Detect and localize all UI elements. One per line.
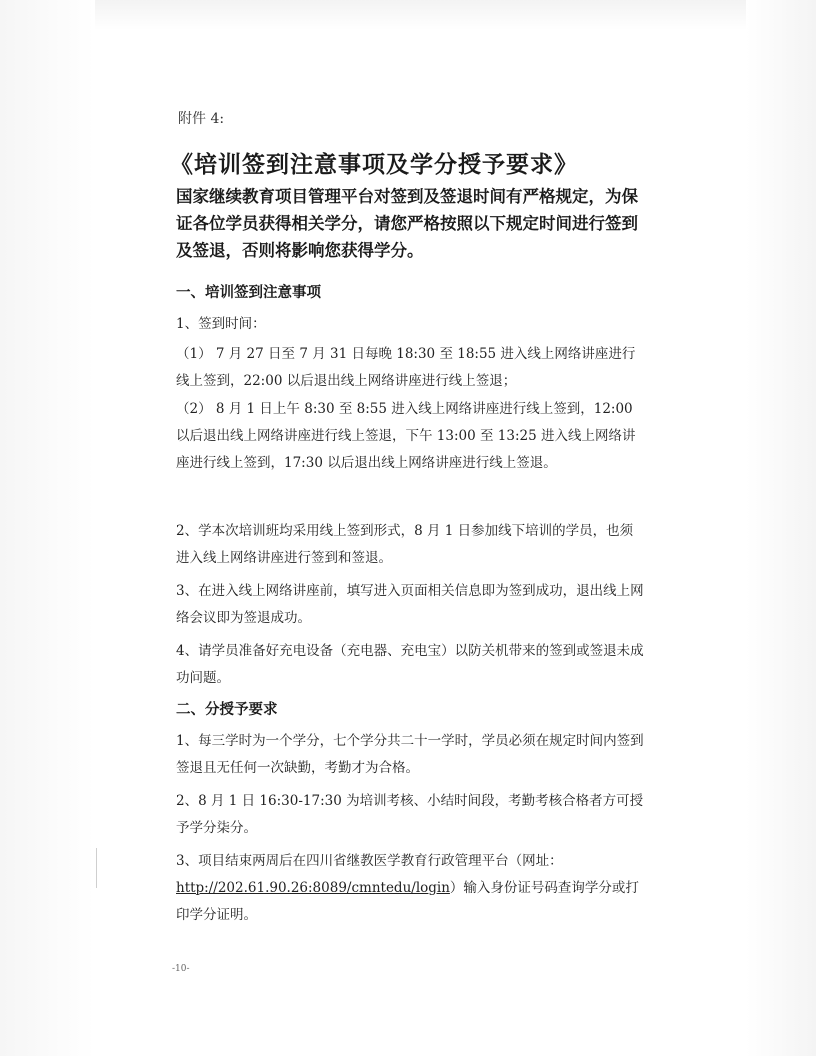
section2-item3 <box>176 848 644 929</box>
section2-item3-prefix: 3、项目结束两周后在四川省继教医学教育行政管理平台（网址： <box>176 853 563 869</box>
section2-item1: 1、每三学时为一个学分，七个学分共二十一学时，学员必须在规定时间内签到签退且无任何一次缺勤，考勤才为合格。 <box>176 733 644 776</box>
scan-edge-top <box>0 0 816 30</box>
section1-item2: 2、学本次培训班均采用线上签到形式，8 月 1 日参加线下培训的学员，也须进入线上网络讲座进行签到和签退。 <box>176 523 634 566</box>
section1-item4: 4、请学员准备好充电设备（充电器、充电宝）以防关机带来的签到或签退未成功问题。 <box>176 643 644 686</box>
section2-heading: 二、分授予要求 <box>176 701 278 718</box>
section1-item1-sub2: （2） 8 月 1 日上午 8:30 至 8:55 进入线上网络讲座进行线上签到，12:00 以后退出线上网络讲座进行线上签退，下午 13:00 至 13:25 进入线上网络讲座进行线上签到，17:30 以后退出线上网络讲座进行线上签退。 <box>176 401 636 471</box>
section1-item3: 3、在进入线上网络讲座前，填写进入页面相关信息即为签到成功，退出线上网络会议即为签退成功。 <box>176 583 644 626</box>
section2-item2: 2、8 月 1 日 16:30-17:30 为培训考核、小结时间段，考勤考核合格者方可授予学分柒分。 <box>176 793 644 836</box>
scan-edge-right <box>746 0 816 1056</box>
section1-item1-sub1: （1） 7 月 27 日至 7 月 31 日每晚 18:30 至 18:55 进入线上网络讲座进行线上签到，22:00 以后退出线上网络讲座进行线上签退； <box>176 346 636 389</box>
scan-mark <box>96 848 97 888</box>
scan-edge-left <box>0 0 95 1056</box>
page-number: -10- <box>172 964 190 974</box>
document-title: 《培训签到注意事项及学分授予要求》 <box>170 151 578 178</box>
section2-item3-suffix: ）输入身份证号码查询学分或打印学分证明。 <box>176 880 639 923</box>
section1-item1-label: 1、签到时间： <box>176 316 266 332</box>
attachment-label: 附件 4: <box>178 111 225 127</box>
section1-heading: 一、培训签到注意事项 <box>176 284 321 301</box>
query-platform-link[interactable]: http://202.61.90.26:8089/cmntedu/login <box>176 880 450 896</box>
intro-paragraph: 国家继续教育项目管理平台对签到及签退时间有严格规定，为保证各位学员获得相关学分，请您严格按照以下规定时间进行签到及签退，否则将影响您获得学分。 <box>176 187 638 260</box>
